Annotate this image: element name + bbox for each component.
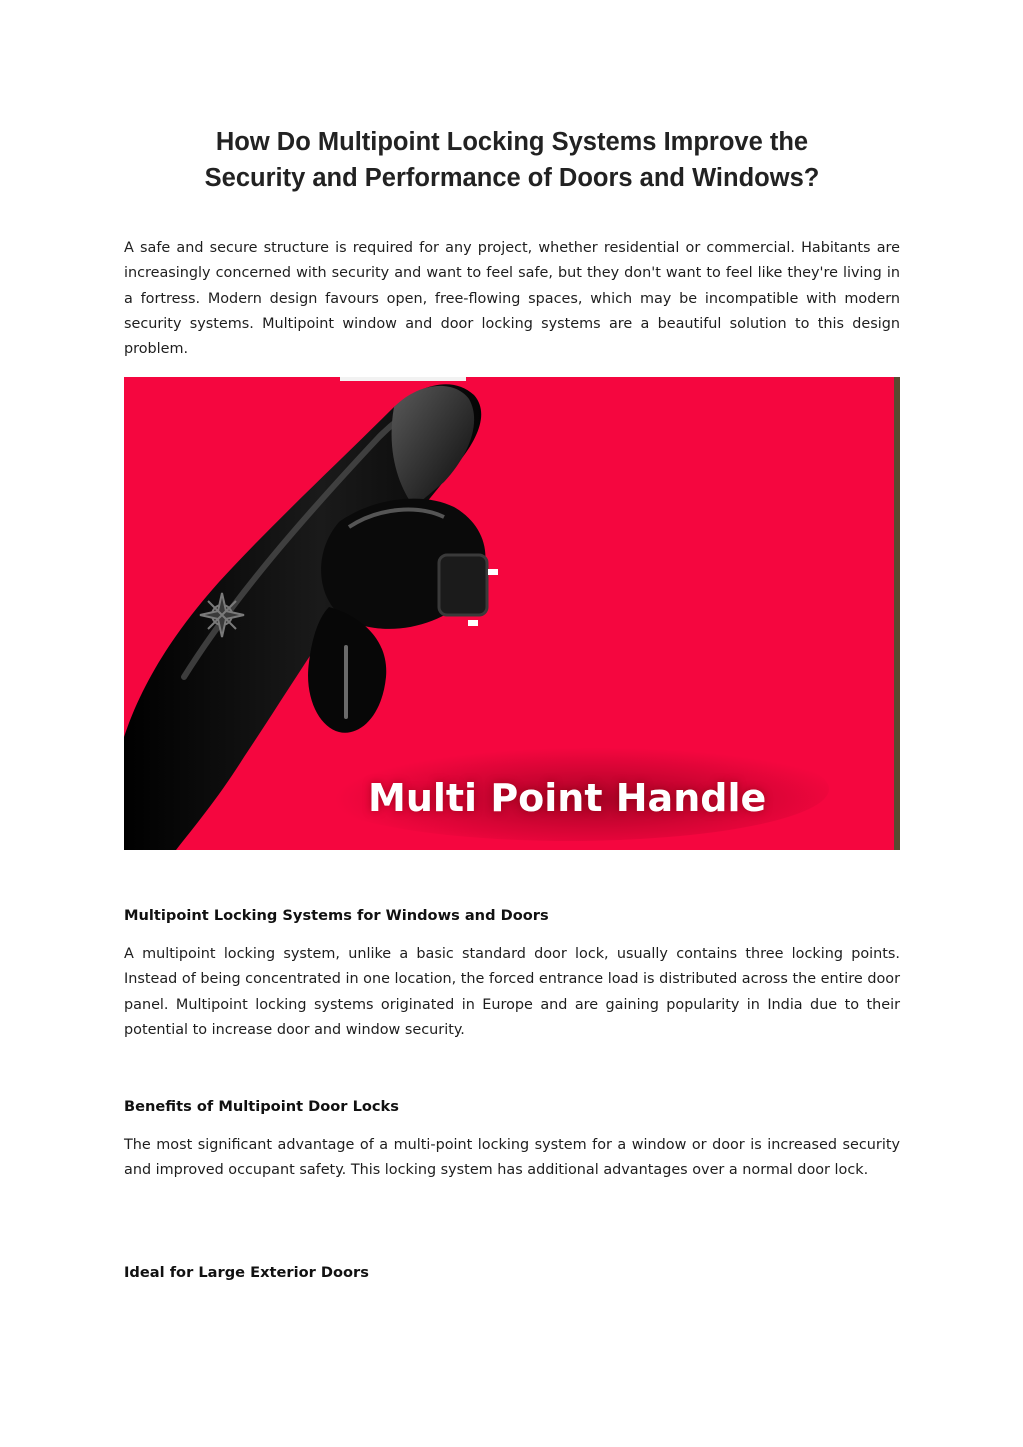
section-body-benefits: The most significant advantage of a multi-point locking system for a window or door is increased security and improved occupant safety. This locking system has additional advantages over a normal door lock. bbox=[124, 1137, 900, 1179]
hero-label: Multi Point Handle bbox=[368, 776, 767, 820]
intro-paragraph: A safe and secure structure is required for any project, whether residential or commercial. Habitants are increasingly concerned with security and want to feel safe, but they don't want to feel like they're living in a fortress. Modern design favours open, free-flowing spaces, which may be incompatible with modern security systems. Multipoint window and door locking systems are a beautiful solution to this design problem. bbox=[124, 240, 900, 358]
section-heading-benefits: Benefits of Multipoint Door Locks bbox=[124, 1098, 399, 1115]
hero-image bbox=[124, 377, 900, 850]
section-heading-large-exterior-doors: Ideal for Large Exterior Doors bbox=[124, 1264, 369, 1281]
section-heading-multipoint-systems: Multipoint Locking Systems for Windows and Doors bbox=[124, 907, 549, 924]
section-body-multipoint-systems: A multipoint locking system, unlike a basic standard door lock, usually contains three locking points. Instead of being concentrated in one location, the forced entrance load is distributed across the entire door panel. Multipoint locking systems originated in Europe and are gaining popularity in India due to their potential to increase door and window security. bbox=[124, 946, 900, 1038]
title-line-2: Security and Performance of Doors and Windows? bbox=[204, 164, 820, 192]
page-title bbox=[124, 124, 900, 196]
title-line-1: How Do Multipoint Locking Systems Improve the bbox=[215, 128, 809, 156]
